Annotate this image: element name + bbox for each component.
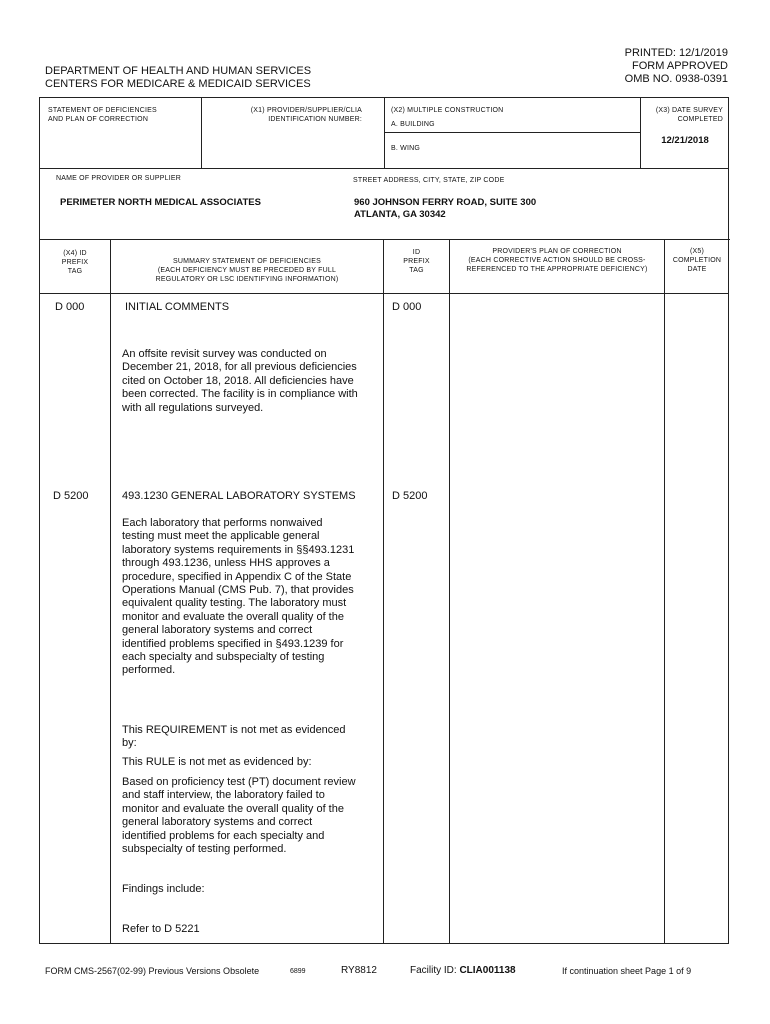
event-id: RY8812 bbox=[341, 965, 377, 976]
x5-header-line1: (X5) bbox=[689, 248, 705, 255]
wing-label: B. WING bbox=[391, 145, 421, 152]
row1-line: An offsite revisit survey was conducted on bbox=[122, 348, 327, 360]
based-on-text bbox=[122, 776, 384, 856]
plan-header-line3: REFERENCED TO THE APPROPRIATE DEFICIENCY) bbox=[466, 266, 648, 273]
address-label: STREET ADDRESS, CITY, STATE, ZIP CODE bbox=[353, 177, 505, 184]
summary-header bbox=[111, 257, 383, 293]
survey-date: 12/21/2018 bbox=[661, 135, 709, 146]
summary-header-line2: (EACH DEFICIENCY MUST BE PRECEDED BY FULL bbox=[157, 267, 337, 274]
row1-line: with all regulations surveyed. bbox=[122, 401, 264, 414]
row2-line: each specialty and subspecialty of testing bbox=[122, 651, 325, 664]
based-line: and staff interview, the laboratory failed to bbox=[122, 789, 325, 802]
event-code: 6899 bbox=[290, 968, 306, 975]
row1-line: been corrected. The facility is in compliance with bbox=[122, 388, 358, 401]
rule-statement: This RULE is not met as evidenced by: bbox=[122, 756, 312, 768]
findings-include: Findings include: bbox=[122, 883, 205, 895]
id-header-line3: TAG bbox=[409, 267, 424, 274]
id-header bbox=[384, 248, 449, 293]
based-line: Based on proficiency test (PT) document review bbox=[122, 776, 356, 788]
summary-header-line3: REGULATORY OR LSC IDENTIFYING INFORMATION) bbox=[155, 276, 339, 283]
x4-header-line3: TAG bbox=[67, 268, 83, 275]
row2-line: equivalent quality testing. The laboratory must bbox=[122, 597, 347, 610]
statement-label-line1: STATEMENT OF DEFICIENCIES bbox=[48, 107, 157, 114]
id-header-line2: PREFIX bbox=[403, 258, 430, 265]
address bbox=[354, 197, 536, 221]
row2-line: identified problems specified in §493.1239 for bbox=[122, 637, 344, 650]
department-name: DEPARTMENT OF HEALTH AND HUMAN SERVICES bbox=[45, 65, 312, 77]
table-header bbox=[39, 239, 729, 294]
based-line: identified problems for each specialty and bbox=[122, 829, 325, 842]
facility-id-label: Facility ID: bbox=[410, 965, 457, 976]
plan-header-line2: (EACH CORRECTIVE ACTION SHOULD BE CROSS- bbox=[468, 257, 646, 264]
x5-header-line2: COMPLETION bbox=[672, 257, 722, 264]
provider-name-label: NAME OF PROVIDER OR SUPPLIER bbox=[56, 175, 182, 182]
centers-name: CENTERS FOR MEDICARE & MEDICAID SERVICES bbox=[45, 78, 311, 90]
facility-id-block bbox=[410, 965, 516, 976]
based-line: subspecialty of testing performed. bbox=[122, 843, 287, 856]
x4-header-line1: (X4) ID bbox=[63, 250, 87, 257]
row2-title: 493.1230 GENERAL LABORATORY SYSTEMS bbox=[122, 490, 356, 502]
row1-prefix-tag: D 000 bbox=[55, 301, 85, 313]
statement-label-line2: AND PLAN OF CORRECTION bbox=[48, 116, 149, 123]
header-right bbox=[625, 47, 728, 86]
row2-line: Operations Manual (CMS Pub. 7), that provides bbox=[122, 584, 354, 597]
building-label: A. BUILDING bbox=[391, 121, 435, 128]
x2-label: (X2) MULTIPLE CONSTRUCTION bbox=[391, 107, 504, 114]
form-number: FORM CMS-2567(02-99) Previous Versions Obsolete bbox=[45, 966, 260, 976]
table-body bbox=[39, 293, 729, 944]
id-header-line1: ID bbox=[412, 249, 421, 256]
identification-box bbox=[39, 97, 729, 169]
row2-line: Each laboratory that performs nonwaived bbox=[122, 517, 323, 529]
x4-header bbox=[40, 249, 110, 293]
refer-to: Refer to D 5221 bbox=[122, 923, 200, 935]
row2-line: through 493.1236, unless HHS approves a bbox=[122, 557, 330, 570]
row1-comment bbox=[122, 348, 382, 415]
requirement-line: This REQUIREMENT is not met as evidenced bbox=[122, 724, 346, 736]
x5-header bbox=[665, 247, 729, 293]
summary-header-line1: SUMMARY STATEMENT OF DEFICIENCIES bbox=[173, 258, 321, 265]
row2-line: procedure, specified in Appendix C of the State bbox=[122, 570, 352, 583]
provider-box bbox=[39, 168, 729, 240]
row2-regulation-text bbox=[122, 517, 384, 678]
row2-line: performed. bbox=[122, 664, 176, 677]
x4-header-line2: PREFIX bbox=[61, 259, 89, 266]
row1-line: cited on October 18, 2018. All deficiencies have bbox=[122, 374, 354, 387]
row2-line: testing must meet the applicable general bbox=[122, 530, 320, 543]
x3-label-line1: (X3) DATE SURVEY bbox=[655, 107, 723, 114]
statement-label bbox=[48, 106, 198, 168]
x5-header-line3: DATE bbox=[687, 266, 707, 273]
plan-header bbox=[450, 247, 664, 293]
x2-block bbox=[391, 106, 631, 168]
row2-line: monitor and evaluate the overall quality of the bbox=[122, 610, 344, 623]
based-line: general laboratory systems and correct bbox=[122, 816, 313, 829]
provider-name: PERIMETER NORTH MEDICAL ASSOCIATES bbox=[60, 197, 261, 208]
requirement-line: by: bbox=[122, 737, 137, 750]
printed-date: PRINTED: 12/1/2019 bbox=[624, 47, 728, 59]
x1-label bbox=[202, 106, 384, 168]
plan-header-line1: PROVIDER'S PLAN OF CORRECTION bbox=[492, 248, 622, 255]
row2-line: laboratory systems requirements in §§493.1231 bbox=[122, 543, 355, 556]
facility-id: CLIA001138 bbox=[459, 965, 516, 976]
omb-number: OMB NO. 0938-0391 bbox=[624, 73, 728, 85]
continuation-note: If continuation sheet Page 1 of 9 bbox=[562, 966, 692, 976]
row2-id-tag: D 5200 bbox=[392, 490, 428, 502]
x1-label-line1: (X1) PROVIDER/SUPPLIER/CLIA bbox=[250, 107, 362, 114]
address-line1: 960 JOHNSON FERRY ROAD, SUITE 300 bbox=[354, 197, 537, 208]
row1-id-tag: D 000 bbox=[392, 301, 422, 313]
row1-line: December 21, 2018, for all previous deficiencies bbox=[122, 361, 357, 374]
based-line: monitor and evaluate the overall quality of the bbox=[122, 802, 344, 815]
address-line2: ATLANTA, GA 30342 bbox=[354, 209, 446, 220]
x1-label-line2: IDENTIFICATION NUMBER: bbox=[268, 116, 362, 123]
row1-title: INITIAL COMMENTS bbox=[125, 301, 230, 313]
requirement-statement bbox=[122, 724, 384, 751]
header-left bbox=[45, 65, 311, 91]
row2-line: general laboratory systems and correct bbox=[122, 624, 313, 637]
form-approved: FORM APPROVED bbox=[632, 60, 728, 72]
row2-prefix-tag: D 5200 bbox=[53, 490, 89, 502]
x3-label-line2: COMPLETED bbox=[677, 116, 723, 123]
